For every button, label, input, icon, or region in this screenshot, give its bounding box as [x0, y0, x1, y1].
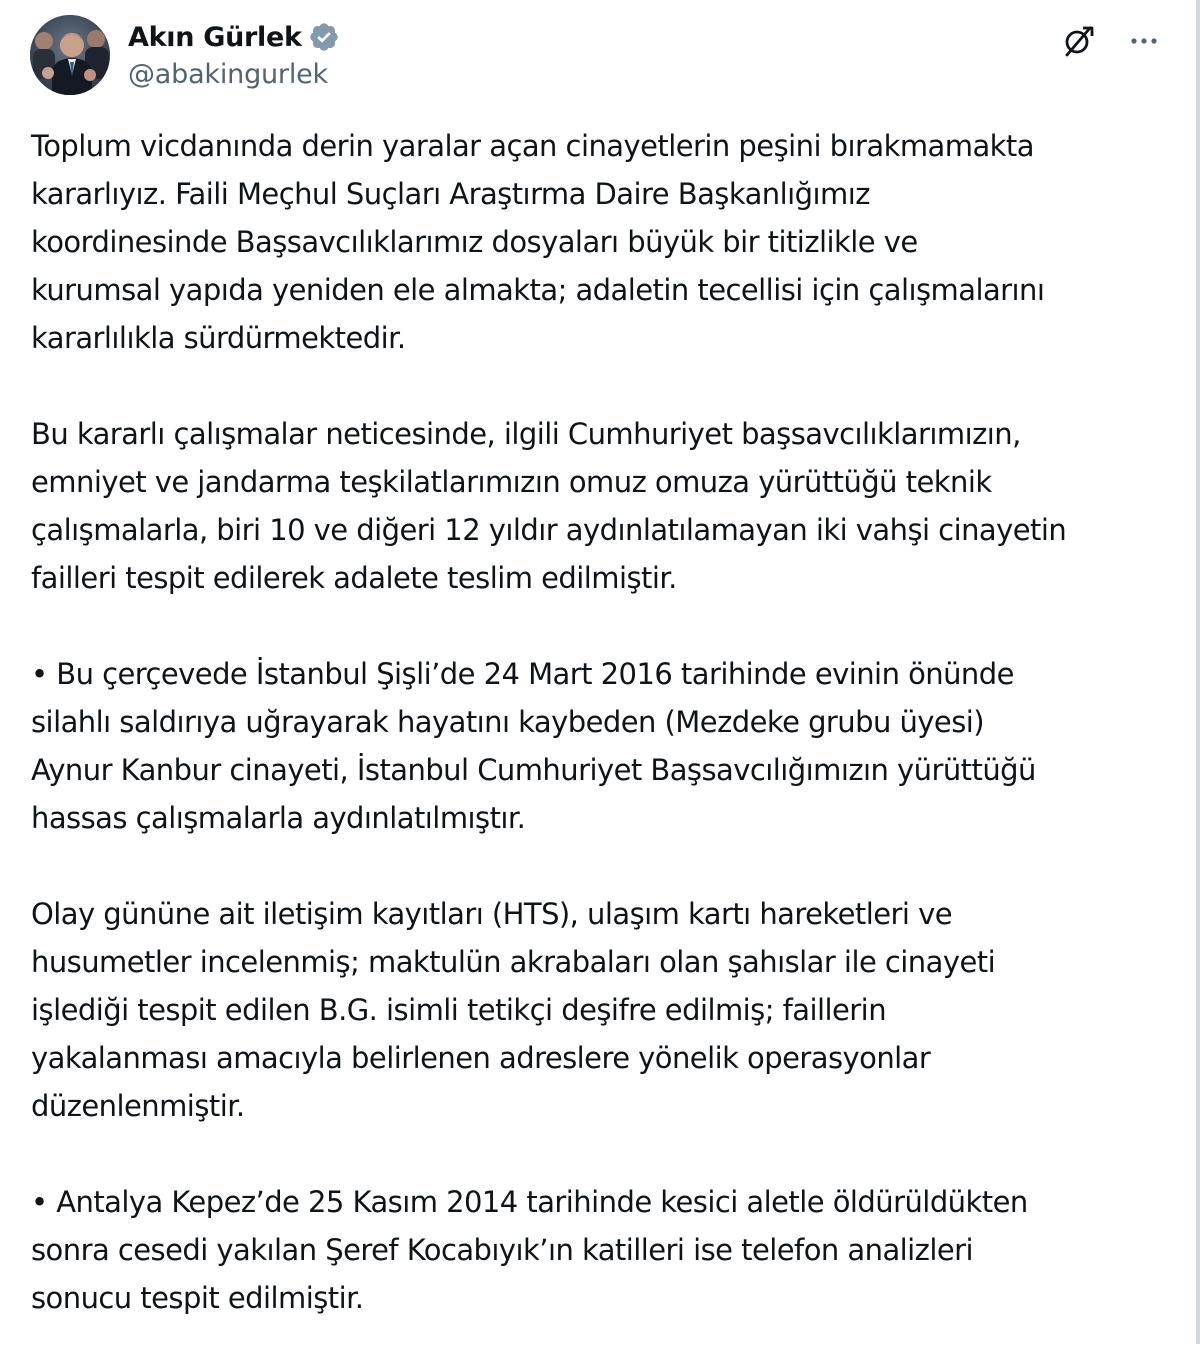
grok-button[interactable]: [1060, 23, 1096, 59]
text-line: husumetler incelenmiş; maktulün akrabaları olan şahıslar ile cinayeti: [31, 945, 996, 979]
post-paragraph: [31, 650, 1181, 842]
text-line: kararlıyız. Faili Meçhul Suçları Araştırma Daire Başkanlığımız: [31, 177, 870, 211]
text-line: sonra cesedi yakılan Şeref Kocabıyık’ın katilleri ise telefon analizleri: [31, 1233, 974, 1267]
post-paragraph: [31, 1178, 1181, 1322]
text-line: emniyet ve jandarma teşkilatlarımızın omuz omuza yürüttüğü teknik: [31, 465, 992, 499]
text-line: • Antalya Kepez’de 25 Kasım 2014 tarihinde kesici aletle öldürüldükten: [31, 1185, 1028, 1219]
text-line: silahlı saldırıya uğrayarak hayatını kaybeden (Mezdeke grubu üyesi): [31, 705, 985, 739]
more-options-button[interactable]: [1126, 23, 1162, 59]
text-line: • Bu çerçevede İstanbul Şişli’de 24 Mart 2016 tarihinde evinin önünde: [31, 657, 1014, 691]
text-line: sonucu tespit edilmiştir.: [31, 1281, 364, 1315]
grok-icon: [1061, 24, 1095, 58]
post-paragraph: [31, 122, 1181, 362]
text-line: düzenlenmiştir.: [31, 1089, 245, 1123]
text-line: çalışmalarla, biri 10 ve diğeri 12 yıldır aydınlatılamayan iki vahşi cinayetin: [31, 513, 1067, 547]
text-line: Aynur Kanbur cinayeti, İstanbul Cumhuriyet Başsavcılığımızın yürüttüğü: [31, 753, 1036, 787]
text-line: kararlılıkla sürdürmektedir.: [31, 321, 406, 355]
post-paragraph: [31, 410, 1181, 602]
text-line: koordinesinde Başsavcılıklarımız dosyaları büyük bir titizlikle ve: [31, 225, 918, 259]
text-line: kurumsal yapıda yeniden ele almakta; adaletin tecellisi için çalışmalarını: [31, 273, 1045, 307]
frame-border: [1196, 0, 1200, 1344]
more-options-icon: [1128, 25, 1160, 57]
text-line: Olay gününe ait iletişim kayıtları (HTS), ulaşım kartı hareketleri ve: [31, 897, 952, 931]
text-line: işlediği tespit edilen B.G. isimli tetikçi deşifre edilmiş; faillerin: [31, 993, 887, 1027]
text-line: yakalanması amacıyla belirlenen adreslere yönelik operasyonlar: [31, 1041, 931, 1075]
post-text: [31, 122, 1181, 1370]
text-line: Toplum vicdanında derin yaralar açan cinayetlerin peşini bırakmamakta: [31, 129, 1034, 163]
verified-badge-icon[interactable]: [308, 21, 340, 53]
author-name-row: [128, 19, 340, 55]
text-line: Bu kararlı çalışmalar neticesinde, ilgili Cumhuriyet başsavcılıklarımızın,: [31, 417, 1021, 451]
post-header: [30, 13, 1170, 95]
author-display-name[interactable]: Akın Gürlek: [128, 21, 302, 53]
text-line: hassas çalışmalarla aydınlatılmıştır.: [31, 801, 526, 835]
text-line: failleri tespit edilerek adalete teslim edilmiştir.: [31, 561, 677, 595]
author-handle[interactable]: @abakingurlek: [128, 59, 328, 90]
post-paragraph: [31, 890, 1181, 1130]
author-avatar[interactable]: [30, 15, 110, 95]
profile-photo-icon: [30, 15, 110, 95]
